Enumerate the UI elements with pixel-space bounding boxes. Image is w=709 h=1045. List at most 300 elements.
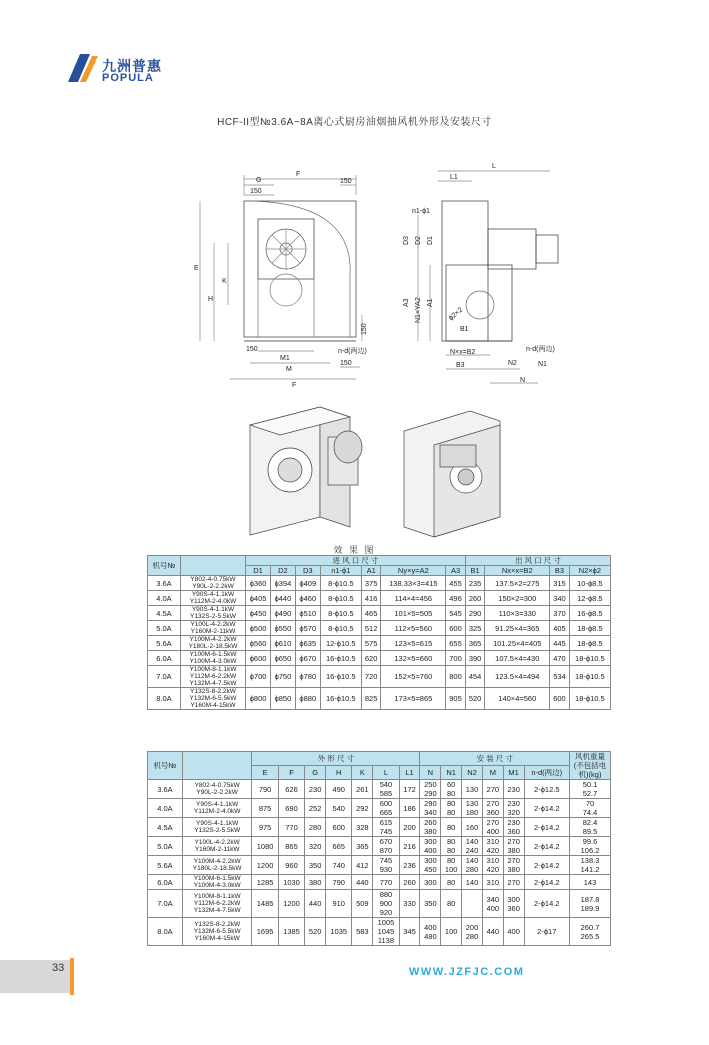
cell-line: 52.7 bbox=[582, 789, 598, 798]
cell-line: Y100M-4-2.2kW bbox=[189, 636, 237, 643]
table-row bbox=[148, 606, 611, 621]
cell-line: 60 bbox=[447, 780, 456, 789]
cell-line: 187.8 bbox=[580, 894, 600, 904]
table-cell bbox=[503, 890, 524, 918]
cell-line: Y112M-2-4.0kW bbox=[189, 598, 237, 605]
table-cell: 1695 bbox=[252, 918, 278, 946]
table-cell: 200 bbox=[399, 818, 420, 837]
cell-line: 400 bbox=[486, 827, 500, 836]
table-cell: 80 bbox=[441, 818, 462, 837]
table-row bbox=[148, 837, 611, 856]
page-number-accent bbox=[70, 958, 74, 995]
table-cell: 2-ϕ14.2 bbox=[524, 875, 569, 890]
table-cell: 8-ϕ10.5 bbox=[320, 591, 361, 606]
table2-col: N bbox=[420, 766, 441, 780]
table-cell: 600 bbox=[446, 621, 466, 636]
table-cell: ϕ490 bbox=[271, 606, 296, 621]
cell-line: 300 bbox=[424, 837, 437, 846]
table-cell: 575 bbox=[361, 636, 381, 651]
motor-model-cell bbox=[182, 875, 251, 890]
cell-line: 265.5 bbox=[580, 931, 600, 941]
table-cell: 365 bbox=[352, 837, 373, 856]
table-cell: 230 bbox=[503, 780, 524, 799]
table-cell: ϕ409 bbox=[295, 576, 320, 591]
cell-line: Y90S-4-1.1kW bbox=[196, 820, 239, 827]
table-cell: 315 bbox=[550, 576, 570, 591]
cell-line: 340 bbox=[486, 894, 500, 904]
table-cell: 520 bbox=[465, 688, 485, 710]
cell-line: Y90L-2-2.2kW bbox=[196, 789, 238, 796]
cell-line: 310 bbox=[486, 856, 500, 865]
motor-model-cell bbox=[182, 856, 251, 875]
website-url: WWW.JZFJC.COM bbox=[409, 966, 525, 978]
model-number-cell: 4.0A bbox=[148, 591, 181, 606]
table2-install-header: 安 装 尺 寸 bbox=[420, 752, 570, 766]
table-cell: 412 bbox=[352, 856, 373, 875]
dim-150-b: 150 bbox=[340, 178, 352, 185]
table-cell: 140×4=560 bbox=[485, 688, 550, 710]
table-cell: 790 bbox=[326, 875, 352, 890]
brand-logo bbox=[66, 52, 176, 88]
model-number-cell: 7.0A bbox=[148, 666, 181, 688]
table-cell: 690 bbox=[278, 799, 304, 818]
table-cell: 455 bbox=[446, 576, 466, 591]
cell-line: 270 bbox=[507, 837, 520, 846]
cell-line: Y100M-4-3.0kW bbox=[189, 658, 237, 665]
cell-line: 400 bbox=[424, 846, 437, 855]
cell-line: 270 bbox=[486, 818, 500, 827]
table1-col: D3 bbox=[295, 566, 320, 576]
table-cell bbox=[420, 918, 441, 946]
cell-line: 290 bbox=[424, 789, 437, 798]
table-cell bbox=[441, 780, 462, 799]
table-cell: 101×5=505 bbox=[381, 606, 446, 621]
cell-line: 280 bbox=[465, 931, 479, 941]
table-row bbox=[148, 651, 611, 666]
table-cell: 112×5=560 bbox=[381, 621, 446, 636]
table1-col: A3 bbox=[446, 566, 466, 576]
table-cell: 655 bbox=[446, 636, 466, 651]
table-cell bbox=[420, 780, 441, 799]
cell-line: 300 bbox=[424, 856, 437, 865]
table-cell: ϕ780 bbox=[295, 666, 320, 688]
table-cell: 1200 bbox=[278, 890, 304, 918]
model-number-cell: 6.0A bbox=[148, 651, 181, 666]
table-cell bbox=[420, 837, 441, 856]
dim-B3: B3 bbox=[456, 362, 465, 369]
table-row bbox=[148, 780, 611, 799]
table-cell bbox=[503, 799, 524, 818]
page-title: HCF-II型№3.6A~8A离心式厨房油烟抽风机外形及安装尺寸 bbox=[217, 117, 492, 128]
table-cell: ϕ650 bbox=[271, 651, 296, 666]
inlet-outlet-dimension-table bbox=[147, 555, 611, 710]
cell-line: 360 bbox=[507, 827, 520, 836]
table-cell bbox=[441, 856, 462, 875]
table-cell: 2-ϕ17 bbox=[524, 918, 569, 946]
table-row bbox=[148, 576, 611, 591]
cell-line: 260.7 bbox=[580, 922, 600, 932]
dim-nd-left: n-d(两边) bbox=[338, 348, 367, 355]
dim-phi: ϕ2×2 bbox=[447, 306, 465, 323]
cell-line: Y100L-4-2.2kW bbox=[194, 839, 240, 846]
table-cell: 18-ϕ10.5 bbox=[569, 666, 610, 688]
table-cell: ϕ360 bbox=[246, 576, 271, 591]
table-cell: 509 bbox=[352, 890, 373, 918]
table-cell bbox=[373, 856, 399, 875]
model-number-cell: 5.6A bbox=[148, 856, 183, 875]
table-cell: 18-ϕ10.5 bbox=[569, 688, 610, 710]
cell-line: 80 bbox=[447, 846, 456, 855]
table-cell: 405 bbox=[550, 621, 570, 636]
dim-A1: A1 bbox=[427, 298, 434, 307]
table2-col: L bbox=[373, 766, 399, 780]
table-cell: 905 bbox=[446, 688, 466, 710]
dim-G: G bbox=[256, 177, 262, 184]
table-cell: 8-ϕ10.5 bbox=[320, 576, 361, 591]
table-cell: 875 bbox=[252, 799, 278, 818]
table-cell: 172 bbox=[399, 780, 420, 799]
table-cell: 583 bbox=[352, 918, 373, 946]
cell-line: 80 bbox=[447, 789, 456, 798]
cell-line: 140 bbox=[465, 837, 479, 846]
table-row bbox=[148, 890, 611, 918]
table-cell bbox=[482, 837, 503, 856]
table-cell: 620 bbox=[361, 651, 381, 666]
table-cell bbox=[462, 890, 483, 918]
table-cell: 100 bbox=[441, 918, 462, 946]
table-cell: 345 bbox=[399, 918, 420, 946]
cell-line: 380 bbox=[507, 865, 520, 874]
table1-inlet-header: 进 风 口 尺 寸 bbox=[246, 556, 466, 566]
cell-line: 1138 bbox=[377, 936, 395, 945]
table-cell: 150×2=300 bbox=[485, 591, 550, 606]
cell-line: Y180L-2-18.5kW bbox=[192, 865, 242, 872]
table-cell bbox=[570, 799, 611, 818]
table1-col: N2×ϕ2 bbox=[569, 566, 610, 576]
dim-D1: D1 bbox=[427, 236, 434, 245]
cell-line: 140 bbox=[465, 856, 479, 865]
model-number-cell: 4.0A bbox=[148, 799, 183, 818]
table-cell: 12-ϕ10.5 bbox=[320, 636, 361, 651]
table1-col: D1 bbox=[246, 566, 271, 576]
table1-body bbox=[148, 576, 611, 710]
table-row bbox=[148, 799, 611, 818]
motor-model-cell bbox=[182, 837, 251, 856]
table-cell: 310 bbox=[482, 875, 503, 890]
cell-line: 240 bbox=[465, 846, 479, 855]
dim-M1: M1 bbox=[280, 355, 290, 362]
table2-col: N2 bbox=[462, 766, 483, 780]
cell-line: Y90L-2-2.2kW bbox=[192, 583, 234, 590]
table-cell: 1200 bbox=[252, 856, 278, 875]
cell-line: 540 bbox=[379, 780, 393, 789]
cell-line: Y160M-4-15kW bbox=[194, 935, 240, 942]
table-cell bbox=[462, 837, 483, 856]
motor-model-cell bbox=[180, 651, 245, 666]
table-row bbox=[148, 856, 611, 875]
dim-F-top: F bbox=[296, 171, 301, 178]
cell-line: 141.2 bbox=[580, 865, 600, 874]
table-cell: 18-ϕ8.5 bbox=[569, 636, 610, 651]
table2-col: n-d(两边) bbox=[524, 766, 569, 780]
dim-B1: B1 bbox=[460, 326, 469, 333]
cell-line: 420 bbox=[486, 846, 500, 855]
dim-K: K bbox=[222, 278, 227, 285]
cell-line: Y132S-8-2.2kW bbox=[194, 921, 241, 928]
table-cell: 101.25×4=405 bbox=[485, 636, 550, 651]
table-cell: 390 bbox=[465, 651, 485, 666]
table-cell: ϕ570 bbox=[295, 621, 320, 636]
table-cell bbox=[482, 890, 503, 918]
table-row bbox=[148, 636, 611, 651]
cell-line: 130 bbox=[465, 799, 479, 808]
cell-line: 80 bbox=[447, 856, 456, 865]
table-cell: 325 bbox=[465, 621, 485, 636]
motor-model-cell bbox=[180, 636, 245, 651]
table2-col: E bbox=[252, 766, 278, 780]
dim-B2: N×x=B2 bbox=[450, 349, 476, 356]
table-cell: 137.5×2=275 bbox=[485, 576, 550, 591]
table-cell: 216 bbox=[399, 837, 420, 856]
cell-line: Y132M-6-5.5kW bbox=[193, 928, 241, 935]
table-cell bbox=[570, 918, 611, 946]
table-cell: 380 bbox=[305, 875, 326, 890]
motor-model-cell bbox=[180, 606, 245, 621]
table-cell: 252 bbox=[305, 799, 326, 818]
table2-col: N1 bbox=[441, 766, 462, 780]
table-cell: ϕ394 bbox=[271, 576, 296, 591]
table-cell: ϕ405 bbox=[246, 591, 271, 606]
table-cell: 160 bbox=[462, 818, 483, 837]
table-cell: ϕ600 bbox=[246, 651, 271, 666]
cell-line: 360 bbox=[486, 808, 500, 817]
table-cell: 520 bbox=[305, 918, 326, 946]
table-cell: 18-ϕ8.5 bbox=[569, 621, 610, 636]
table-cell: 350 bbox=[420, 890, 441, 918]
figure-caption: 效 果 图 bbox=[333, 545, 376, 555]
table2-col: H bbox=[326, 766, 352, 780]
table-cell: 770 bbox=[373, 875, 399, 890]
cell-line: Y160M-4-15kW bbox=[190, 702, 236, 709]
table-cell: 290 bbox=[465, 606, 485, 621]
table-cell bbox=[373, 918, 399, 946]
motor-model-cell bbox=[180, 591, 245, 606]
model-number-cell: 4.5A bbox=[148, 606, 181, 621]
table-cell: ϕ500 bbox=[246, 621, 271, 636]
cell-line: Y100L-4-2.2kW bbox=[190, 621, 236, 628]
table-cell: 800 bbox=[446, 666, 466, 688]
table-cell bbox=[462, 799, 483, 818]
cell-line: 80 bbox=[447, 837, 456, 846]
table-cell: 230 bbox=[305, 780, 326, 799]
table2-motor-header bbox=[182, 752, 251, 780]
table2-col: K bbox=[352, 766, 373, 780]
table-cell: 123×5=615 bbox=[381, 636, 446, 651]
cell-line: 138.3 bbox=[580, 856, 600, 865]
table-cell: 80 bbox=[441, 890, 462, 918]
table-cell: 107.5×4=430 bbox=[485, 651, 550, 666]
motor-model-cell bbox=[182, 780, 251, 799]
cell-line: Y160M-2-11kW bbox=[194, 846, 240, 853]
cell-line: 200 bbox=[465, 922, 479, 932]
motor-model-cell bbox=[182, 918, 251, 946]
model-number-cell: 5.0A bbox=[148, 837, 183, 856]
cell-line: Y132M-4-7.5kW bbox=[189, 680, 237, 687]
table-cell: 416 bbox=[361, 591, 381, 606]
table-cell: 16-ϕ10.5 bbox=[320, 688, 361, 710]
table2-col: G bbox=[305, 766, 326, 780]
table-cell: 2-ϕ12.5 bbox=[524, 780, 569, 799]
effect-view-left bbox=[250, 407, 362, 535]
motor-model-cell bbox=[182, 818, 251, 837]
cell-line: Y132M-6-5.5kW bbox=[189, 695, 237, 702]
table-cell: ϕ880 bbox=[295, 688, 320, 710]
model-number-cell: 5.6A bbox=[148, 636, 181, 651]
model-number-cell: 5.0A bbox=[148, 621, 181, 636]
cell-line: 670 bbox=[379, 837, 393, 846]
table-cell: 540 bbox=[326, 799, 352, 818]
cell-line: 880 bbox=[379, 890, 393, 899]
table-cell: 292 bbox=[352, 799, 373, 818]
table-cell: 740 bbox=[326, 856, 352, 875]
table-row bbox=[148, 688, 611, 710]
table-cell: 2-ϕ14.2 bbox=[524, 890, 569, 918]
table-cell: 2-ϕ14.2 bbox=[524, 856, 569, 875]
table-cell: 114×4=456 bbox=[381, 591, 446, 606]
table1-col: Nx×x=B2 bbox=[485, 566, 550, 576]
table-cell: 825 bbox=[361, 688, 381, 710]
table-cell: ϕ700 bbox=[246, 666, 271, 688]
cell-line: 80 bbox=[447, 808, 456, 817]
table1-outlet-header: 出 风 口 尺 寸 bbox=[465, 556, 610, 566]
dim-A2: N1×YA2 bbox=[415, 297, 422, 323]
table-cell bbox=[503, 837, 524, 856]
model-number-cell: 8.0A bbox=[148, 918, 183, 946]
dim-L: L bbox=[492, 163, 496, 170]
cell-line: 400 bbox=[424, 922, 437, 932]
cell-line: 300 bbox=[507, 894, 520, 904]
table-row bbox=[148, 621, 611, 636]
shape-install-dimension-table bbox=[147, 751, 611, 946]
table-cell: ϕ560 bbox=[246, 636, 271, 651]
cell-line: 280 bbox=[465, 865, 479, 874]
table-cell: 10-ϕ8.5 bbox=[569, 576, 610, 591]
dim-150-e: 150 bbox=[340, 360, 352, 367]
motor-model-cell bbox=[182, 799, 251, 818]
table-cell bbox=[462, 856, 483, 875]
dim-L1: L1 bbox=[450, 174, 458, 181]
table-cell: 770 bbox=[278, 818, 304, 837]
cell-line: 70 bbox=[585, 799, 595, 808]
cell-line: 380 bbox=[507, 846, 520, 855]
table2-shape-header: 外 形 尺 寸 bbox=[252, 752, 420, 766]
table-cell: ϕ800 bbox=[246, 688, 271, 710]
table-cell: 328 bbox=[352, 818, 373, 837]
fan-technical-drawing bbox=[190, 155, 590, 545]
table-cell: 123.5×4=494 bbox=[485, 666, 550, 688]
table-cell: 235 bbox=[465, 576, 485, 591]
cell-line: 310 bbox=[486, 837, 500, 846]
table-cell: 910 bbox=[326, 890, 352, 918]
table-cell bbox=[503, 818, 524, 837]
cell-line: Y100M-6-1.5kW bbox=[193, 875, 241, 882]
dim-nphi: n1-ϕ1 bbox=[412, 208, 430, 215]
motor-model-cell bbox=[182, 890, 251, 918]
cell-line: 270 bbox=[486, 799, 500, 808]
brand-mark-icon bbox=[66, 52, 100, 84]
dim-nd-right: n-d(两边) bbox=[526, 346, 555, 353]
cell-line: 1005 bbox=[377, 918, 395, 927]
cell-line: 745 bbox=[379, 827, 393, 836]
cell-line: 480 bbox=[424, 931, 437, 941]
table-cell: ϕ550 bbox=[271, 621, 296, 636]
table-cell: 140 bbox=[462, 875, 483, 890]
table-cell: 2-ϕ14.2 bbox=[524, 837, 569, 856]
dim-150-a: 150 bbox=[250, 188, 262, 195]
table-cell bbox=[570, 837, 611, 856]
table-cell: 186 bbox=[399, 799, 420, 818]
table-cell: 470 bbox=[550, 651, 570, 666]
table1-col: B1 bbox=[465, 566, 485, 576]
table-cell: 8-ϕ10.5 bbox=[320, 606, 361, 621]
table-cell: 600 bbox=[550, 688, 570, 710]
cell-line: 420 bbox=[486, 865, 500, 874]
table-cell bbox=[482, 856, 503, 875]
table-row bbox=[148, 818, 611, 837]
motor-model-cell bbox=[180, 688, 245, 710]
table-cell: 2-ϕ14.2 bbox=[524, 818, 569, 837]
motor-model-cell bbox=[180, 666, 245, 688]
table-row bbox=[148, 918, 611, 946]
table-cell: 130 bbox=[462, 780, 483, 799]
cell-line: 585 bbox=[379, 789, 393, 798]
model-number-cell: 3.6A bbox=[148, 576, 181, 591]
dim-N1: N1 bbox=[538, 361, 547, 368]
table2-model-header: 机号№ bbox=[148, 752, 183, 780]
table-cell: 440 bbox=[482, 918, 503, 946]
cell-line: Y112M-2-4.0kW bbox=[193, 808, 241, 815]
dim-D3: D3 bbox=[403, 236, 410, 245]
table-cell bbox=[503, 856, 524, 875]
table-cell: 1485 bbox=[252, 890, 278, 918]
table-cell: 143 bbox=[570, 875, 611, 890]
cell-line: 80 bbox=[447, 799, 456, 808]
table-cell: 18-ϕ10.5 bbox=[569, 651, 610, 666]
cell-line: Y160M-2-11kW bbox=[190, 628, 236, 635]
cell-line: Y90S-4-1.1kW bbox=[191, 591, 235, 598]
cell-line: 360 bbox=[507, 903, 520, 913]
cell-line: 106.2 bbox=[580, 846, 600, 855]
table-cell: 260 bbox=[399, 875, 420, 890]
cell-line: 230 bbox=[507, 799, 520, 808]
table-cell: 16-ϕ8.5 bbox=[569, 606, 610, 621]
table-cell: 8-ϕ10.5 bbox=[320, 621, 361, 636]
dim-M: M bbox=[286, 366, 292, 373]
table-cell: 545 bbox=[446, 606, 466, 621]
model-number-cell: 4.5A bbox=[148, 818, 183, 837]
table-cell: 1285 bbox=[252, 875, 278, 890]
cell-line: Y100M-4-3.0kW bbox=[193, 882, 241, 889]
table-cell: 975 bbox=[252, 818, 278, 837]
table-cell: 370 bbox=[550, 606, 570, 621]
table-cell: ϕ635 bbox=[295, 636, 320, 651]
cell-line: 615 bbox=[379, 818, 393, 827]
table-row bbox=[148, 666, 611, 688]
cell-line: Y132M-4-7.5kW bbox=[193, 907, 241, 914]
table-cell: 440 bbox=[305, 890, 326, 918]
cell-line: 250 bbox=[424, 780, 437, 789]
table-cell: 12-ϕ8.5 bbox=[569, 591, 610, 606]
